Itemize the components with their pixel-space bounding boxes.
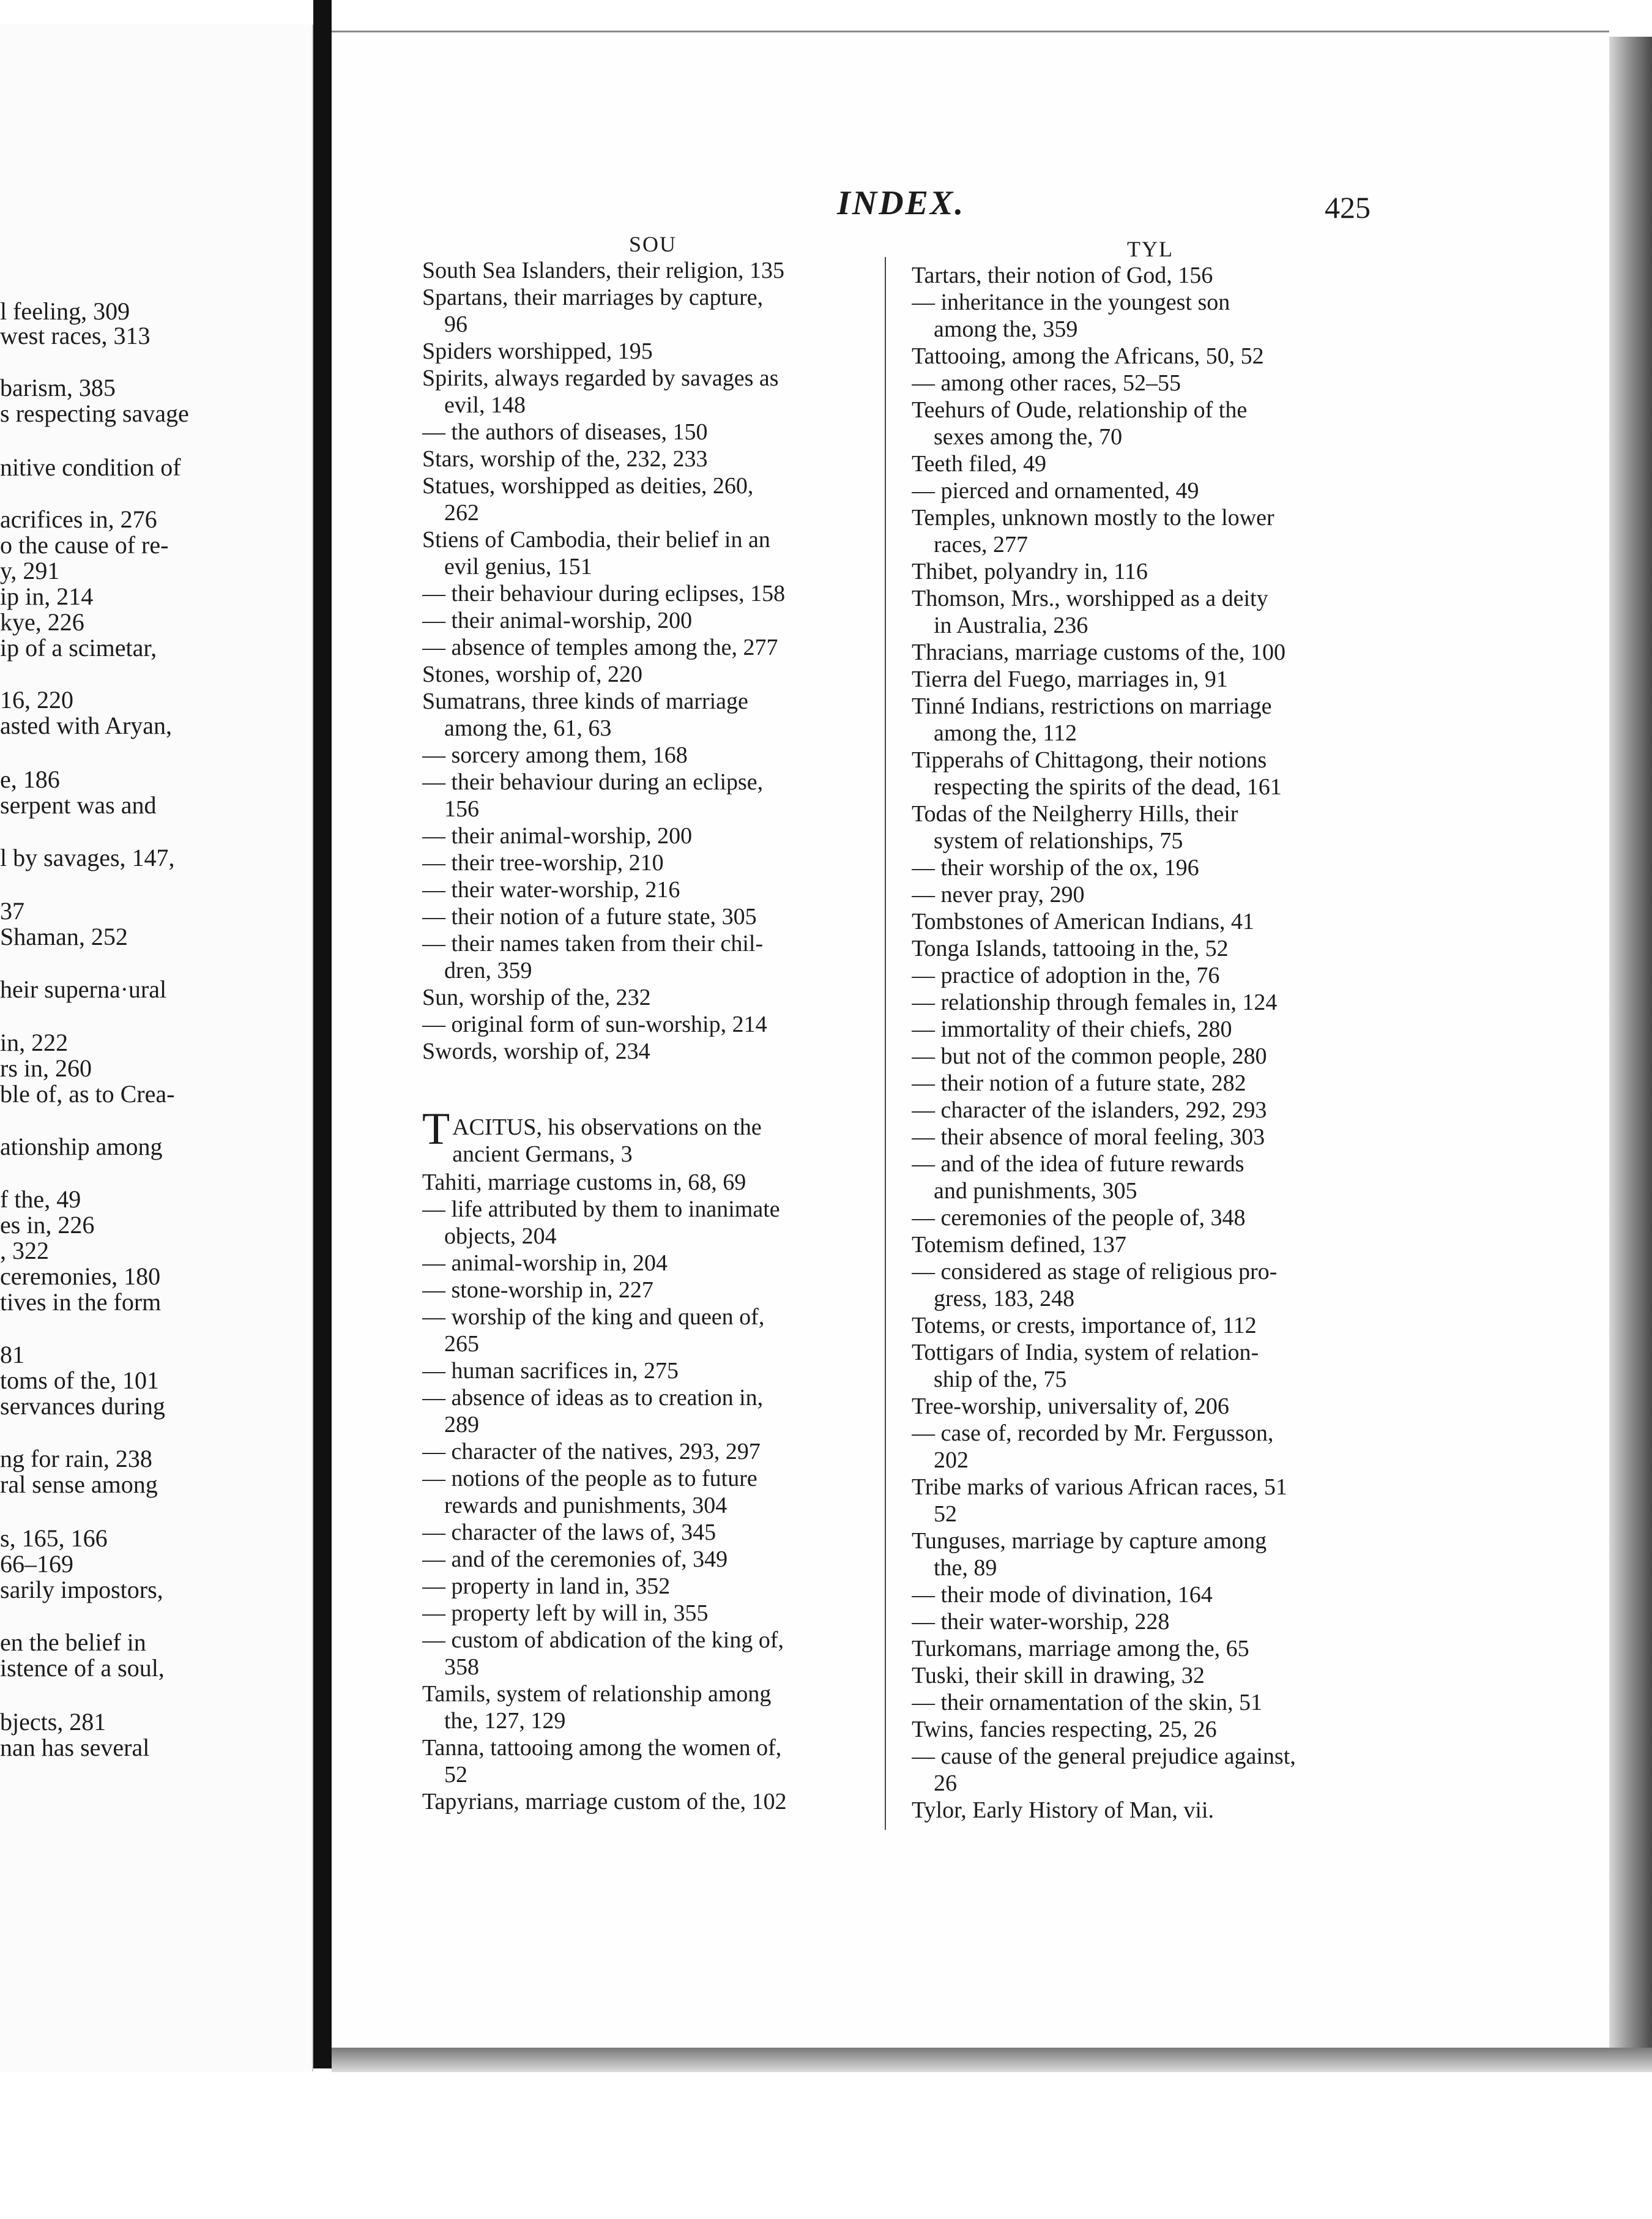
book-gutter	[313, 0, 332, 2068]
index-subentry: — their animal-worship, 200	[422, 608, 693, 633]
facing-page	[0, 24, 313, 2072]
index-fragment: f the, 49	[0, 1185, 81, 1213]
index-entry: Teehurs of Oude, relationship of the	[912, 397, 1248, 423]
index-entry: Tylor, Early History of Man, vii.	[912, 1797, 1214, 1823]
index-subentry: — pierced and ornamented, 49	[912, 478, 1199, 504]
index-fragment: s respecting savage	[0, 400, 189, 427]
index-entry: Tahiti, marriage customs in, 68, 69	[422, 1169, 746, 1195]
index-fragment: kye, 226	[0, 608, 84, 636]
index-entry: ACITUS, his observations on the	[452, 1114, 762, 1140]
index-fragment: ationship among	[0, 1133, 163, 1160]
index-fragment: 37	[0, 897, 24, 925]
index-subentry: — their water-worship, 216	[422, 877, 680, 903]
catchword-left: SOU	[629, 232, 677, 256]
index-fragment: en the belief in	[0, 1628, 146, 1656]
index-fragment: e, 186	[0, 766, 60, 793]
index-entry: Spiders worshipped, 195	[422, 338, 653, 364]
index-entry-continuation: in Australia, 236	[934, 613, 1088, 638]
index-entry-continuation: ship of the, 75	[934, 1367, 1067, 1392]
index-entry-continuation: the, 89	[934, 1555, 997, 1581]
index-fragment: , 322	[0, 1237, 49, 1264]
index-entry: Tartars, their notion of God, 156	[912, 263, 1213, 288]
index-subentry: — the authors of diseases, 150	[422, 419, 708, 445]
index-entry-continuation: respecting the spirits of the dead, 161	[934, 774, 1282, 800]
index-entry: Sun, worship of the, 232	[422, 985, 651, 1010]
index-entry-continuation: among the, 359	[934, 316, 1078, 342]
index-subentry: — absence of ideas as to creation in,	[422, 1385, 764, 1411]
index-fragment: ble of, as to Crea-	[0, 1080, 175, 1108]
index-fragment: bjects, 281	[0, 1708, 106, 1736]
index-entry: Tunguses, marriage by capture among	[912, 1528, 1267, 1554]
index-fragment: ng for rain, 238	[0, 1445, 152, 1472]
index-entry-continuation: races, 277	[934, 532, 1029, 558]
index-entry: Statues, worshipped as deities, 260,	[422, 473, 754, 499]
index-entry: Tonga Islands, tattooing in the, 52	[912, 936, 1229, 961]
index-fragment: l feeling, 309	[0, 297, 130, 325]
index-entry: Stiens of Cambodia, their belief in an	[422, 527, 770, 553]
tacitus-entry	[422, 1114, 881, 1169]
index-entry-continuation: 52	[444, 1762, 467, 1788]
index-subentry: — their behaviour during an eclipse,	[422, 769, 764, 795]
index-fragment: toms of the, 101	[0, 1367, 159, 1394]
index-entry-continuation: 26	[934, 1770, 957, 1796]
index-entry-continuation: and punishments, 305	[934, 1178, 1137, 1204]
index-subentry: — but not of the common people, 280	[912, 1043, 1267, 1069]
index-subentry: — immortality of their chiefs, 280	[912, 1016, 1232, 1042]
index-entry-continuation: 202	[934, 1447, 969, 1473]
index-entry-continuation: 289	[444, 1412, 479, 1438]
index-fragment: in, 222	[0, 1029, 69, 1056]
index-entry-continuation: 262	[444, 500, 479, 526]
index-entry: Tanna, tattooing among the women of,	[422, 1735, 782, 1761]
page-bottom-shadow	[332, 2048, 1652, 2072]
index-entry: Thomson, Mrs., worshipped as a deity	[912, 586, 1268, 611]
index-entry: Thibet, polyandry in, 116	[912, 559, 1148, 584]
index-fragment: l by savages, 147,	[0, 844, 175, 871]
index-subentry: — worship of the king and queen of,	[422, 1304, 765, 1330]
index-subentry: — custom of abdication of the king of,	[422, 1627, 784, 1653]
index-column-left	[422, 257, 881, 1815]
page-edge-shadow	[1609, 37, 1652, 2056]
index-fragment: barism, 385	[0, 374, 116, 401]
index-entry-continuation: objects, 204	[444, 1223, 557, 1249]
index-subentry: — and of the idea of future rewards	[912, 1151, 1245, 1177]
index-entry: Tuski, their skill in drawing, 32	[912, 1663, 1205, 1688]
index-subentry: — stone-worship in, 227	[422, 1277, 653, 1303]
index-subentry: — relationship through females in, 124	[912, 990, 1278, 1015]
index-subentry: — never pray, 290	[912, 882, 1085, 908]
index-subentry: — character of the laws of, 345	[422, 1520, 716, 1545]
index-fragment: ral sense among	[0, 1471, 158, 1498]
index-entry: Totems, or crests, importance of, 112	[912, 1313, 1257, 1338]
index-fragment: 66–169	[0, 1550, 73, 1578]
index-entry: Tamils, system of relationship among	[422, 1681, 772, 1707]
index-fragment: 81	[0, 1341, 24, 1368]
index-subentry: — their behaviour during eclipses, 158	[422, 581, 786, 606]
index-entry-continuation: among the, 61, 63	[444, 715, 612, 741]
index-fragment: es in, 226	[0, 1211, 95, 1239]
index-subentry: — absence of temples among the, 277	[422, 635, 778, 660]
index-entry-continuation: among the, 112	[934, 720, 1077, 746]
index-fragment: asted with Aryan,	[0, 712, 173, 739]
index-entry: Totemism defined, 137	[912, 1232, 1126, 1258]
index-fragment: serpent was and	[0, 791, 157, 819]
index-subentry: — considered as stage of religious pro-	[912, 1259, 1278, 1285]
index-entry-continuation: the, 127, 129	[444, 1708, 566, 1734]
index-subentry: — among other races, 52–55	[912, 370, 1181, 396]
index-subentry: — sorcery among them, 168	[422, 742, 688, 768]
index-subentry: — inheritance in the youngest son	[912, 289, 1230, 315]
index-subentry: — practice of adoption in the, 76	[912, 963, 1220, 988]
index-fragment: y, 291	[0, 557, 60, 584]
index-entry: Stars, worship of the, 232, 233	[422, 446, 708, 472]
catchword-right: TYL	[1127, 237, 1174, 261]
index-fragment: s, 165, 166	[0, 1524, 108, 1552]
index-fragment: Shaman, 252	[0, 923, 128, 950]
letter-section-gap	[422, 1065, 881, 1114]
index-entry: South Sea Islanders, their religion, 135	[422, 258, 785, 283]
index-entry-continuation: 156	[444, 796, 479, 822]
index-entry-continuation: sexes among the, 70	[934, 424, 1123, 450]
index-entry: Spartans, their marriages by capture,	[422, 285, 764, 310]
index-entry-continuation: evil genius, 151	[444, 554, 592, 580]
index-fragment: sarily impostors,	[0, 1576, 163, 1603]
index-entry-continuation: gress, 183, 248	[934, 1286, 1075, 1311]
index-subentry: — property left by will in, 355	[422, 1600, 709, 1626]
index-entry-continuation: 358	[444, 1654, 479, 1680]
index-entry: Twins, fancies respecting, 25, 26	[912, 1717, 1217, 1742]
index-entry-continuation: 265	[444, 1331, 479, 1357]
index-subentry: — their mode of divination, 164	[912, 1582, 1213, 1608]
index-subentry: — ceremonies of the people of, 348	[912, 1205, 1246, 1231]
index-entry: Swords, worship of, 234	[422, 1039, 650, 1064]
index-subentry: — notions of the people as to future	[422, 1466, 757, 1491]
index-entry: Temples, unknown mostly to the lower	[912, 505, 1274, 531]
index-subentry: — their animal-worship, 200	[422, 823, 693, 849]
index-subentry: — cause of the general prejudice against,	[912, 1744, 1296, 1769]
page-number: 425	[1325, 190, 1371, 225]
index-subentry: — their notion of a future state, 282	[912, 1070, 1246, 1096]
index-fragment: rs in, 260	[0, 1054, 92, 1082]
index-column-right	[912, 262, 1377, 1824]
index-fragment: ip in, 214	[0, 583, 94, 610]
index-entry: Tinné Indians, restrictions on marriage	[912, 693, 1272, 719]
column-divider	[885, 257, 886, 1830]
index-entry-continuation: dren, 359	[444, 958, 532, 983]
index-entry: Sumatrans, three kinds of marriage	[422, 688, 748, 714]
index-fragment: ceremonies, 180	[0, 1262, 161, 1290]
index-subentry: — their notion of a future state, 305	[422, 904, 757, 930]
index-entry: Turkomans, marriage among the, 65	[912, 1636, 1249, 1661]
index-fragment: tives in the form	[0, 1288, 162, 1316]
index-fragment: 16, 220	[0, 686, 73, 714]
index-subentry: — life attributed by them to inanimate	[422, 1196, 780, 1222]
index-subentry: — their worship of the ox, 196	[912, 855, 1199, 881]
index-subentry: — their names taken from their chil-	[422, 931, 764, 957]
index-entry-continuation: evil, 148	[444, 392, 526, 418]
index-entry: Tapyrians, marriage custom of the, 102	[422, 1789, 787, 1814]
index-entry: Tree-worship, universality of, 206	[912, 1393, 1229, 1419]
index-fragment: heir superna·ural	[0, 975, 167, 1003]
index-entry-continuation: ancient Germans, 3	[452, 1141, 633, 1167]
index-entry: Spirits, always regarded by savages as	[422, 365, 779, 391]
index-entry: Tombstones of American Indians, 41	[912, 909, 1254, 934]
index-subentry: — human sacrifices in, 275	[422, 1358, 679, 1384]
index-entry-continuation: system of relationships, 75	[934, 828, 1183, 854]
index-entry-continuation: rewards and punishments, 304	[444, 1493, 727, 1518]
index-subentry: — their water-worship, 228	[912, 1609, 1170, 1635]
index-subentry: — character of the islanders, 292, 293	[912, 1097, 1267, 1123]
index-fragment: o the cause of re-	[0, 531, 169, 559]
index-subentry: — and of the ceremonies of, 349	[422, 1546, 728, 1572]
index-subentry: — animal-worship in, 204	[422, 1250, 668, 1276]
running-head: INDEX.	[837, 184, 966, 222]
index-entry: Teeth filed, 49	[912, 451, 1046, 477]
index-entry-continuation: 52	[934, 1501, 957, 1527]
index-fragment: west races, 313	[0, 322, 151, 349]
index-entry: Tottigars of India, system of relation-	[912, 1340, 1259, 1365]
index-subentry: — property in land in, 352	[422, 1573, 671, 1599]
index-entry: Todas of the Neilgherry Hills, their	[912, 801, 1238, 827]
index-fragment: acrifices in, 276	[0, 505, 157, 533]
index-fragment: nitive condition of	[0, 453, 181, 481]
index-subentry: — their tree-worship, 210	[422, 850, 664, 876]
index-entry: Tattooing, among the Africans, 50, 52	[912, 343, 1264, 369]
index-subentry: — their absence of moral feeling, 303	[912, 1124, 1265, 1150]
index-entry: Thracians, marriage customs of the, 100	[912, 640, 1286, 665]
index-entry: Stones, worship of, 220	[422, 662, 642, 687]
index-subentry: — their ornamentation of the skin, 51	[912, 1690, 1263, 1715]
index-entry: Tierra del Fuego, marriages in, 91	[912, 666, 1228, 692]
index-fragment: nan has several	[0, 1734, 150, 1761]
index-entry: Tipperahs of Chittagong, their notions	[912, 747, 1267, 773]
index-subentry: — character of the natives, 293, 297	[422, 1439, 761, 1464]
drop-cap: T	[422, 1114, 450, 1154]
index-fragment: servances during	[0, 1392, 165, 1420]
index-fragment: ip of a scimetar,	[0, 634, 157, 662]
index-subentry: — case of, recorded by Mr. Fergusson,	[912, 1420, 1274, 1446]
index-fragment: istence of a soul,	[0, 1654, 165, 1682]
index-entry: Tribe marks of various African races, 51	[912, 1474, 1287, 1500]
index-entry-continuation: 96	[444, 311, 467, 337]
index-subentry: — original form of sun-worship, 214	[422, 1012, 767, 1037]
